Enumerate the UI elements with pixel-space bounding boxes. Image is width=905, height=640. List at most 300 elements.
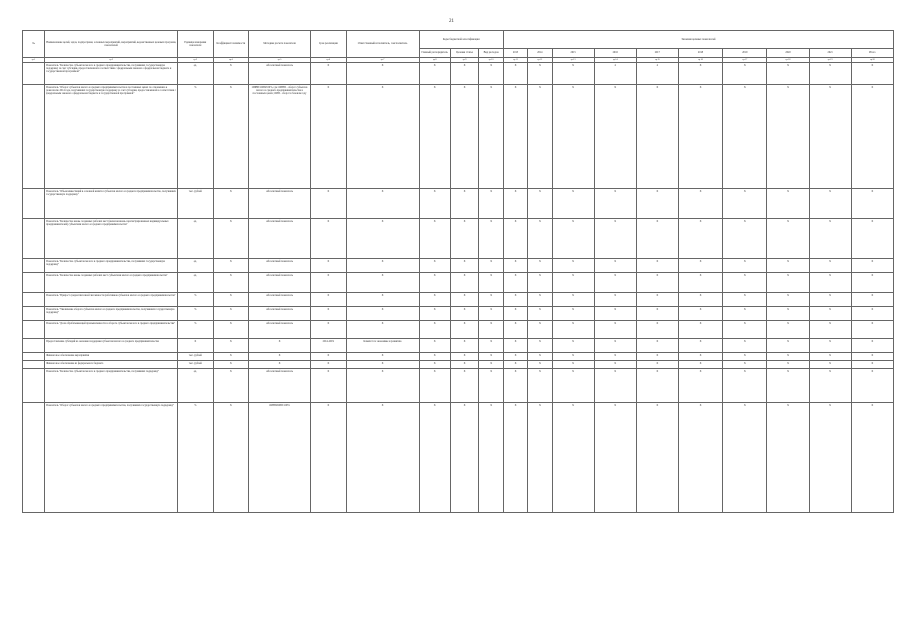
row-responsible: Х <box>346 293 419 307</box>
row-year-value: Х <box>528 361 552 369</box>
table-row <box>23 403 894 513</box>
row-term: Х <box>311 293 346 307</box>
row-year-value: Х <box>809 63 851 85</box>
column-number: гр.17 <box>723 58 767 63</box>
row-code-article: Х <box>450 85 479 189</box>
header-year-0: 2013 <box>503 49 527 58</box>
table-row <box>23 321 894 339</box>
row-year-value: Х <box>636 361 678 369</box>
row-year-value: Х <box>851 307 893 321</box>
row-term: Х <box>311 273 346 293</box>
row-code-main: Х <box>419 189 450 219</box>
row-year-value: Х <box>723 369 767 403</box>
row-year-value: Х <box>503 361 527 369</box>
row-year-value: Х <box>809 259 851 273</box>
row-year-value: Х <box>636 307 678 321</box>
header-code-1: Целевая статья <box>450 49 479 58</box>
row-unit: % <box>178 321 213 339</box>
row-year-value: Х <box>723 339 767 353</box>
header-budget-codes: Коды бюджетной классификации <box>419 31 503 49</box>
row-unit: % <box>178 293 213 307</box>
row-code-main: Х <box>419 259 450 273</box>
column-number: гр.2 <box>45 58 178 63</box>
row-year-value: Х <box>851 259 893 273</box>
row-responsible: Х <box>346 353 419 361</box>
row-method: Абсолютный показатель <box>249 293 311 307</box>
row-method: Х <box>249 339 311 353</box>
row-year-value: Х <box>851 339 893 353</box>
row-year-value: Х <box>594 403 636 513</box>
row-year-value: Х <box>594 293 636 307</box>
row-name: Показатель "Прирост среднесписочной численности работников субъектов малого и среднего предпринимательства" <box>45 293 178 307</box>
row-responsible: Х <box>346 273 419 293</box>
row-year-value: Х <box>767 189 809 219</box>
row-year-value: Х <box>503 321 527 339</box>
row-method: Абсолютный показатель <box>249 369 311 403</box>
row-code-type: Х <box>479 361 503 369</box>
row-year-value: Х <box>767 361 809 369</box>
row-year-value: Х <box>851 321 893 339</box>
header-target-values: Значения целевых показателей <box>503 31 893 49</box>
row-code-type: Х <box>479 293 503 307</box>
row-year-value: Х <box>636 403 678 513</box>
row-method: Абсолютный показатель <box>249 321 311 339</box>
row-year-value: Х <box>552 403 594 513</box>
page-number: 21 <box>449 19 454 24</box>
row-year-value: Х <box>594 189 636 219</box>
row-year-value: Х <box>503 403 527 513</box>
row-year-value: Х <box>528 273 552 293</box>
table-row <box>23 361 894 369</box>
row-code-type: Х <box>479 321 503 339</box>
row-unit: ед. <box>178 369 213 403</box>
row-year-value: Х <box>678 361 722 369</box>
row-coef: Х <box>213 403 248 513</box>
row-method: Х <box>249 353 311 361</box>
row-code-type: Х <box>479 259 503 273</box>
row-year-value: Х <box>851 361 893 369</box>
row-code-article: Х <box>450 219 479 259</box>
table-row <box>23 307 894 321</box>
row-year-value: Х <box>636 321 678 339</box>
row-number <box>23 85 45 189</box>
table-row <box>23 339 894 353</box>
row-year-value: Х <box>594 85 636 189</box>
row-year-value: Х <box>503 219 527 259</box>
row-code-article: Х <box>450 361 479 369</box>
row-code-main: Х <box>419 63 450 85</box>
row-year-value: Х <box>678 219 722 259</box>
row-year-value: 4 <box>594 63 636 85</box>
row-name: Показатель "Оборот субъектов малого и среднего предпринимательства, получивших государственную поддержку" <box>45 403 178 513</box>
column-number: гр.3 <box>178 58 213 63</box>
header-method: Методика расчета показателя <box>249 31 311 58</box>
header-code-0: Главный распорядитель <box>419 49 450 58</box>
row-year-value: 4 <box>636 63 678 85</box>
row-coef: Х <box>213 259 248 273</box>
table-row <box>23 189 894 219</box>
row-year-value: Х <box>636 339 678 353</box>
row-code-main: Х <box>419 293 450 307</box>
row-name: Показатель "Количество вновь созданных рабочих мест (включая вновь зарегистрированных индивидуальных предпринимателей) субъектами малого и среднего предпринимательства" <box>45 219 178 259</box>
row-code-main: Х <box>419 307 450 321</box>
row-year-value: Х <box>552 189 594 219</box>
column-number: гр.9 <box>450 58 479 63</box>
row-year-value: Х <box>809 307 851 321</box>
row-year-value: Х <box>552 293 594 307</box>
row-year-value: Х <box>809 273 851 293</box>
row-year-value: Х <box>723 353 767 361</box>
column-number: гр.20 <box>851 58 893 63</box>
row-term: Х <box>311 321 346 339</box>
row-code-type: Х <box>479 353 503 361</box>
row-method: Абсолютный показатель <box>249 307 311 321</box>
row-year-value: Х <box>723 189 767 219</box>
row-year-value: Х <box>809 219 851 259</box>
row-term: Х <box>311 189 346 219</box>
row-number <box>23 189 45 219</box>
row-year-value: Х <box>528 189 552 219</box>
row-code-article: Х <box>450 307 479 321</box>
row-name: Показатель "Количество вновь созданных рабочих мест субъектами малого и среднего предпринимательства" <box>45 273 178 293</box>
row-year-value: Х <box>767 339 809 353</box>
table-row <box>23 63 894 85</box>
row-year-value: Х <box>767 369 809 403</box>
row-year-value: Х <box>678 353 722 361</box>
row-year-value: Х <box>851 369 893 403</box>
row-unit: % <box>178 403 213 513</box>
row-year-value: Х <box>851 189 893 219</box>
row-year-value: Х <box>503 259 527 273</box>
row-term: Х <box>311 85 346 189</box>
row-year-value: Х <box>851 63 893 85</box>
header-year-7: 2020 <box>767 49 809 58</box>
row-year-value: Х <box>594 353 636 361</box>
row-code-main: Х <box>419 369 450 403</box>
row-year-value: Х <box>723 259 767 273</box>
row-year-value: Х <box>528 369 552 403</box>
column-number: гр.4 <box>213 58 248 63</box>
row-year-value: Х <box>723 85 767 189</box>
row-year-value: Х <box>809 293 851 307</box>
row-year-value: Х <box>767 85 809 189</box>
row-year-value: Х <box>678 321 722 339</box>
row-year-value: Х <box>528 307 552 321</box>
row-year-value: Х <box>528 63 552 85</box>
column-number: гр.19 <box>809 58 851 63</box>
row-name: Показатель "Увеличение оборота субъектов малого и среднего предпринимательства, получивших государственную поддержку" <box>45 307 178 321</box>
row-code-type: Х <box>479 273 503 293</box>
row-coef: Х <box>213 189 248 219</box>
row-year-value: Х <box>552 353 594 361</box>
row-year-value: Х <box>767 307 809 321</box>
row-name: Показатель "Объем инвестиций в основной капитал субъектов малого и среднего предпринимательства, получивших государственную поддержку" <box>45 189 178 219</box>
row-number <box>23 307 45 321</box>
row-responsible: Х <box>346 369 419 403</box>
row-code-main: Х <box>419 85 450 189</box>
header-year-5: 2018 <box>678 49 722 58</box>
row-year-value: Х <box>767 353 809 361</box>
column-number: гр.16 <box>678 58 722 63</box>
row-code-article: Х <box>450 369 479 403</box>
header-name: Наименование целей, задач, подпрограмм, основных мероприятий, мероприятий, ведомственных целевых программ, показателей <box>45 31 178 58</box>
header-num: № <box>23 31 45 58</box>
row-year-value: Х <box>636 369 678 403</box>
row-year-value: Х <box>678 369 722 403</box>
row-unit: % <box>178 307 213 321</box>
row-code-type: Х <box>479 219 503 259</box>
header-year-8: 2021 <box>809 49 851 58</box>
row-year-value: Х <box>528 219 552 259</box>
column-number: гр.1 <box>23 58 45 63</box>
row-term: 2014-2019 <box>311 339 346 353</box>
header-term: Срок реализации <box>311 31 346 58</box>
row-year-value: Х <box>723 307 767 321</box>
row-year-value: Х <box>594 321 636 339</box>
row-year-value: Х <box>809 353 851 361</box>
row-responsible: Х <box>346 219 419 259</box>
row-code-article: Х <box>450 293 479 307</box>
row-year-value: Х <box>809 189 851 219</box>
row-year-value: Х <box>767 259 809 273</box>
row-code-type: Х <box>479 369 503 403</box>
row-year-value: Х <box>767 293 809 307</box>
row-year-value: Х <box>636 259 678 273</box>
column-number: гр.5 <box>249 58 311 63</box>
row-year-value: Х <box>723 403 767 513</box>
row-year-value: Х <box>809 321 851 339</box>
row-number <box>23 219 45 259</box>
row-name: Предоставление субсидий на оказание поддержки субъектам малого и среднего предпринимательства <box>45 339 178 353</box>
row-code-main: Х <box>419 339 450 353</box>
header-coef: Коэффициент значимости <box>213 31 248 58</box>
row-year-value: Х <box>552 219 594 259</box>
column-number: гр.15 <box>636 58 678 63</box>
row-code-main: Х <box>419 361 450 369</box>
row-year-value: Х <box>594 219 636 259</box>
row-year-value: Х <box>594 307 636 321</box>
row-responsible: Х <box>346 403 419 513</box>
row-year-value: Х <box>503 369 527 403</box>
row-name: Показатель "Количество субъектов малого и среднего предпринимательства, получивших государственную поддержку" <box>45 259 178 273</box>
row-code-article: Х <box>450 403 479 513</box>
header-year-3: 2016 <box>594 49 636 58</box>
row-coef: Х <box>213 339 248 353</box>
row-responsible: Х <box>346 85 419 189</box>
row-code-article: Х <box>450 321 479 339</box>
row-method: Абсолютный показатель <box>249 273 311 293</box>
column-number: гр.11 <box>503 58 527 63</box>
row-year-value: Х <box>503 293 527 307</box>
row-year-value: Х <box>528 293 552 307</box>
row-name: Показатель "Оборот субъектов малого и среднего предпринимательства в постоянных ценах по отношению к показателю 2014 года, получивших государственную поддержку за счет субсидии, предоставленной в соответствии с федеральным законом о федеральном бюджете и государственной программой" <box>45 85 178 189</box>
row-year-value: Х <box>809 361 851 369</box>
row-unit: ед. <box>178 63 213 85</box>
row-code-article: Х <box>450 63 479 85</box>
row-unit: Х <box>178 339 213 353</box>
row-number <box>23 339 45 353</box>
row-year-value: Х <box>528 259 552 273</box>
column-number: гр.14 <box>594 58 636 63</box>
row-year-value: Х <box>636 219 678 259</box>
row-coef: Х <box>213 219 248 259</box>
row-responsible: Х <box>346 63 419 85</box>
row-year-value: Х <box>723 321 767 339</box>
row-year-value: Х <box>528 85 552 189</box>
row-code-type: Х <box>479 189 503 219</box>
row-year-value: Х <box>723 273 767 293</box>
header-year-4: 2017 <box>636 49 678 58</box>
row-year-value: Х <box>809 85 851 189</box>
row-method: Абсолютный показатель <box>249 63 311 85</box>
row-method: Абсолютный показатель <box>249 259 311 273</box>
row-year-value: Х <box>678 259 722 273</box>
row-year-value: Х <box>678 189 722 219</box>
row-method: ОИНП/ОИП/100% <box>249 403 311 513</box>
row-code-type: Х <box>479 63 503 85</box>
row-year-value: Х <box>723 63 767 85</box>
row-term: Х <box>311 403 346 513</box>
row-year-value: Х <box>809 369 851 403</box>
header-code-2: Вид расходов <box>479 49 503 58</box>
table-row <box>23 259 894 273</box>
header-row-1 <box>23 31 894 49</box>
row-year-value: Х <box>552 369 594 403</box>
table-row <box>23 273 894 293</box>
row-year-value: Х <box>678 63 722 85</box>
column-number: гр.6 <box>311 58 346 63</box>
header-year-1: 2014 <box>528 49 552 58</box>
row-year-value: Х <box>594 369 636 403</box>
row-year-value: Х <box>552 259 594 273</box>
row-code-type: Х <box>479 339 503 353</box>
row-year-value: Х <box>636 293 678 307</box>
row-year-value: Х <box>636 85 678 189</box>
row-code-main: Х <box>419 219 450 259</box>
header-year-9: Итого <box>851 49 893 58</box>
row-code-main: Х <box>419 321 450 339</box>
row-term: Х <box>311 361 346 369</box>
row-method: Абсолютный показатель <box>249 219 311 259</box>
row-year-value: Х <box>809 403 851 513</box>
row-year-value: Х <box>503 353 527 361</box>
row-term: Х <box>311 259 346 273</box>
row-year-value: Х <box>723 219 767 259</box>
row-year-value: Х <box>767 219 809 259</box>
row-year-value: Х <box>594 259 636 273</box>
row-code-article: Х <box>450 339 479 353</box>
row-year-value: Х <box>851 293 893 307</box>
row-year-value: Х <box>503 339 527 353</box>
row-code-main: Х <box>419 353 450 361</box>
column-number: гр.10 <box>479 58 503 63</box>
column-number: гр.12 <box>528 58 552 63</box>
row-year-value: Х <box>767 273 809 293</box>
row-number <box>23 369 45 403</box>
table-row <box>23 219 894 259</box>
row-year-value: Х <box>503 189 527 219</box>
row-code-type: Х <box>479 403 503 513</box>
row-responsible: Х <box>346 259 419 273</box>
table-row <box>23 293 894 307</box>
row-year-value: Х <box>503 63 527 85</box>
row-year-value: Х <box>503 307 527 321</box>
row-responsible: Х <box>346 307 419 321</box>
row-year-value: Х <box>678 85 722 189</box>
row-name: Финансовое обеспечение из федерального бюджета <box>45 361 178 369</box>
indicators-table <box>22 30 894 513</box>
row-number <box>23 403 45 513</box>
row-unit: ед. <box>178 259 213 273</box>
row-code-article: Х <box>450 273 479 293</box>
row-coef: Х <box>213 321 248 339</box>
row-year-value: Х <box>528 403 552 513</box>
row-unit: тыс. рублей <box>178 361 213 369</box>
row-year-value: Х <box>851 85 893 189</box>
row-responsible: Комитет по экономике и развитию <box>346 339 419 353</box>
row-year-value: Х <box>594 361 636 369</box>
row-unit: ед. <box>178 273 213 293</box>
row-number <box>23 293 45 307</box>
table-row <box>23 85 894 189</box>
row-year-value: Х <box>552 85 594 189</box>
row-coef: Х <box>213 273 248 293</box>
row-coef: Х <box>213 293 248 307</box>
row-responsible: Х <box>346 189 419 219</box>
row-year-value: Х <box>552 63 594 85</box>
row-year-value: Х <box>851 219 893 259</box>
row-code-article: Х <box>450 353 479 361</box>
row-name: Показатель "Доля обрабатывающей промышленности в обороте субъектов малого и среднего предпринимательства" <box>45 321 178 339</box>
row-year-value: Х <box>552 321 594 339</box>
row-year-value: Х <box>678 403 722 513</box>
row-coef: Х <box>213 63 248 85</box>
row-year-value: Х <box>678 307 722 321</box>
row-year-value: Х <box>809 339 851 353</box>
row-year-value: Х <box>528 339 552 353</box>
row-term: Х <box>311 353 346 361</box>
row-number <box>23 259 45 273</box>
row-responsible: Х <box>346 321 419 339</box>
row-year-value: Х <box>723 361 767 369</box>
row-term: Х <box>311 219 346 259</box>
row-number <box>23 321 45 339</box>
row-year-value: Х <box>636 189 678 219</box>
row-coef: Х <box>213 369 248 403</box>
row-unit: % <box>178 85 213 189</box>
row-number <box>23 273 45 293</box>
row-year-value: Х <box>767 403 809 513</box>
row-year-value: Х <box>851 353 893 361</box>
row-method: Х <box>249 361 311 369</box>
row-method: ОИНП/ОИП/100%, где: ОИНП - оборот субъектов малого и среднего предпринимательства в постоянных ценах; ОИП - оборот в базовом году <box>249 85 311 189</box>
row-responsible: Х <box>346 361 419 369</box>
row-year-value: Х <box>767 321 809 339</box>
row-name: Финансовое обеспечение мероприятия <box>45 353 178 361</box>
row-coef: Х <box>213 307 248 321</box>
row-unit: тыс. рублей <box>178 353 213 361</box>
header-year-6: 2019 <box>723 49 767 58</box>
row-year-value: Х <box>594 273 636 293</box>
table-row <box>23 369 894 403</box>
table-row <box>23 353 894 361</box>
row-code-type: Х <box>479 85 503 189</box>
row-year-value: Х <box>723 293 767 307</box>
row-year-value: Х <box>851 403 893 513</box>
row-year-value: Х <box>528 321 552 339</box>
header-year-2: 2015 <box>552 49 594 58</box>
row-code-article: Х <box>450 189 479 219</box>
